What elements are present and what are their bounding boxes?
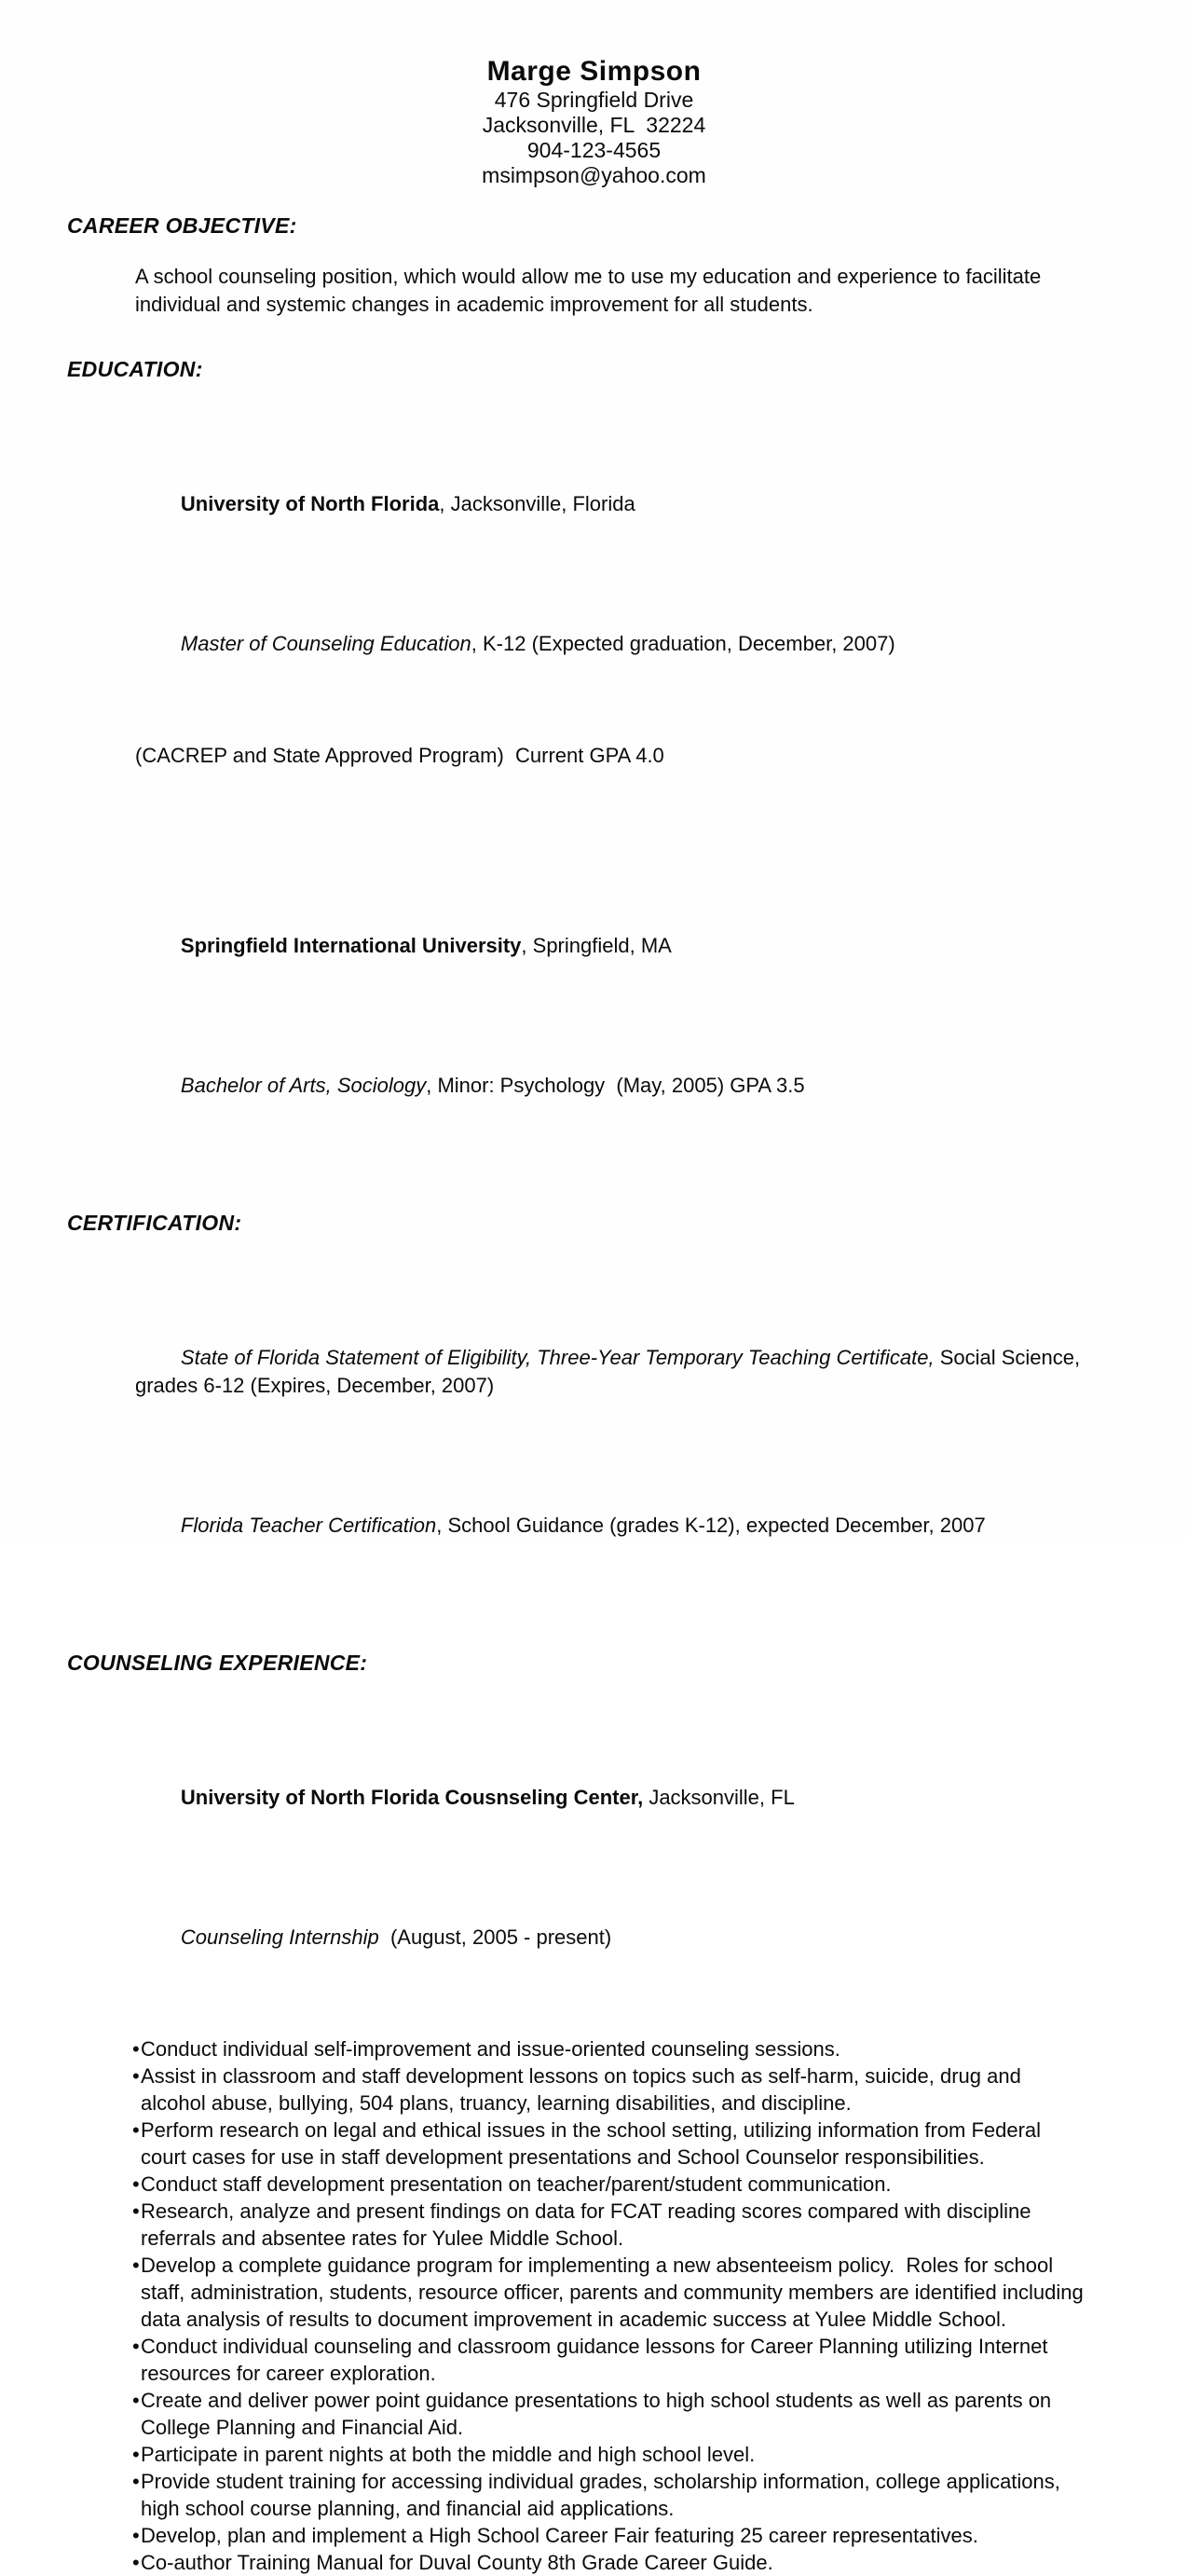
bullet-text: Provide student training for accessing individual grades, scholarship information, college applications, high school course planning, and financial aid applications. — [141, 2470, 1067, 2520]
candidate-name: Marge Simpson — [486, 56, 702, 87]
address-line-1: 476 Springfield Drive — [494, 88, 694, 112]
education-entry — [135, 406, 1086, 826]
bullet-item — [132, 2333, 1085, 2387]
address-line-2: Jacksonville, FL 32224 — [482, 113, 706, 137]
header-contact-block — [0, 56, 1188, 188]
bullet-glyph: • — [132, 2199, 140, 2223]
bullet-item — [132, 2198, 1085, 2252]
role-dates: (August, 2005 - present) — [378, 1925, 612, 1949]
bullet-item — [132, 2441, 1085, 2468]
degree-details: , Minor: Psychology (May, 2005) GPA 3.5 — [426, 1074, 805, 1097]
employer-location: Jacksonville, FL — [643, 1786, 795, 1809]
certification-title: State of Florida Statement of Eligibility, Three-Year Temporary Teaching Certificate, — [180, 1346, 935, 1369]
phone-number: 904-123-4565 — [526, 138, 662, 162]
email-address: msimpson@yahoo.com — [482, 163, 706, 187]
bullet-text: Assist in classroom and staff development lessons on topics such as self-harm, suicide, drug and alcohol abuse, bullying, 504 plans, truancy, learning disabilities, and discipline. — [141, 2064, 1027, 2115]
degree-details: , K-12 (Expected graduation, December, 2007) — [471, 632, 895, 655]
education-degree-line — [135, 1044, 1086, 1128]
education-school-line — [135, 904, 1086, 988]
bullet-item — [132, 2549, 1085, 2576]
education-entry — [135, 848, 1086, 1184]
bullet-glyph: • — [132, 2037, 140, 2061]
bullet-text: Develop, plan and implement a High School Career Fair featuring 25 career representatives. — [141, 2524, 978, 2547]
employer-line — [135, 1756, 1086, 1840]
bullet-glyph: • — [132, 2254, 140, 2277]
bullet-glyph: • — [132, 2064, 140, 2088]
career-objective-heading: CAREER OBJECTIVE: — [67, 213, 297, 238]
bullet-glyph: • — [132, 2551, 140, 2574]
certification-item — [135, 1316, 1086, 1428]
certification-list — [135, 1260, 1086, 1624]
school-location: , Jacksonville, Florida — [439, 492, 635, 515]
bullet-text: Conduct individual counseling and classroom guidance lessons for Career Planning utilizing Internet resources for career exploration. — [141, 2335, 1054, 2385]
certification-heading: CERTIFICATION: — [67, 1211, 242, 1235]
education-heading: EDUCATION: — [67, 357, 203, 381]
degree-title: Bachelor of Arts, Sociology — [180, 1074, 427, 1097]
bullet-item — [132, 2387, 1085, 2441]
certification-details: , School Guidance (grades K-12), expected December, 2007 — [436, 1514, 986, 1537]
career-objective-text: A school counseling position, which would allow me to use my education and experience to facilitate individual and systemic changes in academic improvement for all students. — [135, 265, 1047, 316]
employer-name: University of North Florida Cousnseling Center, — [180, 1786, 644, 1809]
experience-bullet-list — [132, 2035, 1089, 2576]
bullet-item — [132, 2171, 1085, 2198]
program-note: (CACREP and State Approved Program) Current GPA 4.0 — [135, 744, 664, 767]
bullet-item — [132, 2252, 1089, 2333]
bullet-glyph: • — [132, 2389, 140, 2412]
bullet-item — [132, 2035, 1085, 2062]
bullet-item — [132, 2468, 1085, 2522]
role-line — [135, 1896, 1086, 1980]
role-title: Counseling Internship — [180, 1925, 379, 1949]
bullet-item — [132, 2062, 1085, 2117]
certification-title: Florida Teacher Certification — [180, 1514, 437, 1537]
bullet-item — [132, 2522, 1085, 2549]
bullet-text: Develop a complete guidance program for implementing a new absenteeism policy. Roles for school staff, administration, students, resource officer, parents and community members are identified including data analysis of results to document improvement in academic success at Yulee Middle School. — [141, 2254, 1089, 2331]
bullet-text: Research, analyze and present findings on data for FCAT reading scores compared with discipline referrals and absentee rates for Yulee Middle School. — [141, 2199, 1037, 2250]
school-name: University of North Florida — [180, 492, 440, 515]
bullet-text: Create and deliver power point guidance presentations to high school students as well as parents on College Planning and Financial Aid. — [141, 2389, 1058, 2439]
bullet-glyph: • — [132, 2335, 140, 2358]
section-education — [67, 356, 1086, 1184]
bullet-text: Co-author Training Manual for Duval County 8th Grade Career Guide. — [141, 2551, 773, 2574]
section-counseling-experience — [67, 1650, 1089, 2576]
bullet-glyph: • — [132, 2443, 140, 2466]
education-school-line — [135, 462, 1086, 546]
bullet-text: Conduct individual self-improvement and issue-oriented counseling sessions. — [141, 2037, 840, 2061]
certification-details: Social Science, grades 6-12 (Expires, December, 2007) — [135, 1346, 1086, 1397]
section-certification — [67, 1210, 1086, 1624]
education-degree-line — [135, 602, 1086, 686]
school-name: Springfield International University — [180, 934, 522, 957]
bullet-text: Participate in parent nights at both the middle and high school level. — [141, 2443, 756, 2466]
experience-entry-header — [135, 1700, 1086, 2035]
bullet-item — [132, 2117, 1085, 2171]
bullet-glyph: • — [132, 2118, 140, 2142]
school-location: , Springfield, MA — [521, 934, 672, 957]
bullet-glyph: • — [132, 2524, 140, 2547]
section-career-objective — [67, 212, 1086, 319]
bullet-text: Perform research on legal and ethical issues in the school setting, utilizing information from Federal court cases for use in staff development presentations and School Counselor responsibilities. — [141, 2118, 1047, 2169]
bullet-glyph: • — [132, 2172, 140, 2196]
bullet-glyph: • — [132, 2470, 140, 2493]
counseling-experience-heading: COUNSELING EXPERIENCE: — [67, 1651, 368, 1675]
degree-title: Master of Counseling Education — [180, 632, 471, 655]
bullet-text: Conduct staff development presentation on teacher/parent/student communication. — [141, 2172, 892, 2196]
certification-item — [135, 1484, 1086, 1568]
